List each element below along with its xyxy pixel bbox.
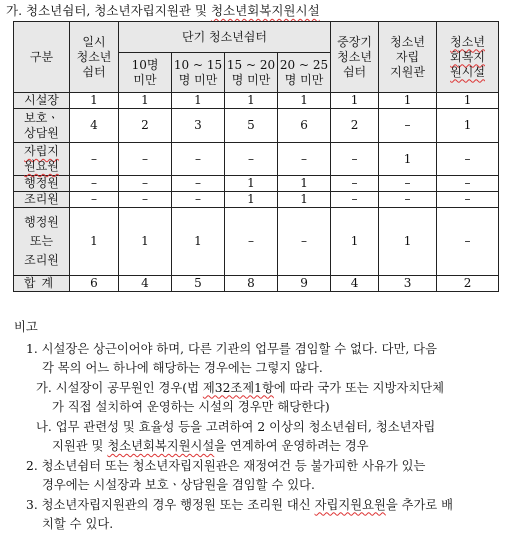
table-cell: 8 xyxy=(225,276,278,292)
note-1-na-cont: 지원관 및 청소년회복지원시설을 연계하여 운영하려는 경우 xyxy=(52,439,369,453)
note-1-cont: 각 목의 어느 하나에 해당하는 경우에는 그렇지 않다. xyxy=(42,361,323,375)
row-label: 보호ㆍ 상담원 xyxy=(14,109,70,143)
table-row xyxy=(14,176,499,192)
table-cell: 5 xyxy=(172,276,225,292)
note-1: 1. 시설장은 상근이어야 하며, 다른 기관의 업무를 겸임할 수 없다. 다만, 다음 xyxy=(26,341,437,356)
row-label: 시설장 xyxy=(14,93,70,109)
table-cell: 1 xyxy=(278,93,331,109)
table-cell: – xyxy=(225,208,278,276)
table-cell: – xyxy=(225,143,278,176)
table-cell: 4 xyxy=(331,276,379,292)
subheader-10to15: 10 ~ 15 명 미만 xyxy=(172,53,225,93)
row-label: 행정원 xyxy=(14,176,70,192)
note-1-ga: 가. 시설장이 공무원인 경우(법 제32조제1항에 따라 국가 또는 지방자치단체 xyxy=(36,380,444,395)
table-cell: – xyxy=(437,208,499,276)
table-cell: 1 xyxy=(437,93,499,109)
table-cell: – xyxy=(437,176,499,192)
row-label: 합계 xyxy=(14,276,70,292)
remarks-section xyxy=(14,318,500,535)
table-cell: – xyxy=(278,208,331,276)
table-cell: 1 xyxy=(331,93,379,109)
table-cell: 1 xyxy=(278,176,331,192)
table-cell: 6 xyxy=(278,109,331,143)
table-cell: – xyxy=(379,192,437,208)
table-row xyxy=(14,192,499,208)
subheader-under10: 10명 미만 xyxy=(119,53,172,93)
title-prefix: 가. 청소년쉼터, 청소년자립지원관 및 xyxy=(6,3,211,18)
table-cell: – xyxy=(331,192,379,208)
note-1-na: 나. 업무 관련성 및 효율성 등을 고려하여 2 이상의 청소년쉼터, 청소년자립 xyxy=(36,419,436,434)
table-cell: 1 xyxy=(172,93,225,109)
table-cell: 2 xyxy=(437,276,499,292)
table-row xyxy=(14,93,499,109)
table-row-total xyxy=(14,276,499,292)
note-3: 3. 청소년자립지원관의 경우 행정원 또는 조리원 대신 자립지원요원을 추가로 배 xyxy=(26,497,454,512)
table-cell: – xyxy=(70,176,119,192)
table-cell: – xyxy=(331,143,379,176)
facility-staff-table xyxy=(13,21,499,292)
header-recovery-facility: 청소년 회복지 원시설 xyxy=(437,22,499,93)
table-cell: 2 xyxy=(331,109,379,143)
table-cell: – xyxy=(70,143,119,176)
row-label: 행정원 또는 조리원 xyxy=(14,208,70,276)
table-cell: – xyxy=(70,192,119,208)
table-row xyxy=(14,109,499,143)
table-cell: – xyxy=(331,176,379,192)
table-cell: – xyxy=(379,109,437,143)
subheader-15to20: 15 ~ 20 명 미만 xyxy=(225,53,278,93)
table-cell: 1 xyxy=(172,208,225,276)
table-cell: 1 xyxy=(278,192,331,208)
table-row xyxy=(14,208,499,276)
table-cell: – xyxy=(119,143,172,176)
table-cell: – xyxy=(119,176,172,192)
table-cell: 1 xyxy=(119,93,172,109)
table-cell: 1 xyxy=(119,208,172,276)
note-3-cont: 치할 수 있다. xyxy=(42,517,114,531)
table-cell: 1 xyxy=(225,176,278,192)
header-mid-shelter: 중장기 청소년 쉼터 xyxy=(331,22,379,93)
table-cell: 1 xyxy=(331,208,379,276)
note-1-ga-cont: 가 직접 설치하여 운영하는 시설의 경우만 해당한다) xyxy=(52,400,330,414)
table-cell: – xyxy=(437,192,499,208)
table-cell: 2 xyxy=(119,109,172,143)
table-row xyxy=(14,143,499,176)
section-title xyxy=(6,3,320,19)
table-cell: – xyxy=(172,192,225,208)
table-cell: 5 xyxy=(225,109,278,143)
title-underlined: 청소년회복지원시설 xyxy=(210,3,320,18)
table-cell: 1 xyxy=(70,208,119,276)
table-cell: 3 xyxy=(379,276,437,292)
table-cell: – xyxy=(379,176,437,192)
table-cell: 3 xyxy=(172,109,225,143)
table-cell: – xyxy=(278,143,331,176)
header-short-shelter: 단기 청소년쉼터 xyxy=(119,22,331,53)
remarks-heading: 비고 xyxy=(14,320,38,334)
table-cell: 1 xyxy=(379,143,437,176)
note-2-cont: 경우에는 시설장과 보호ㆍ상담원을 겸임할 수 있다. xyxy=(42,478,315,492)
table-cell: – xyxy=(172,176,225,192)
table-cell: 9 xyxy=(278,276,331,292)
header-independence-center: 청소년 자립 지원관 xyxy=(379,22,437,93)
subheader-20to25: 20 ~ 25 명 미만 xyxy=(278,53,331,93)
header-category: 구분 xyxy=(14,22,70,93)
table-cell: 1 xyxy=(70,93,119,109)
table-cell: 6 xyxy=(70,276,119,292)
table-cell: – xyxy=(437,143,499,176)
table-cell: 1 xyxy=(437,109,499,143)
row-label: 조리원 xyxy=(14,192,70,208)
table-cell: 1 xyxy=(379,208,437,276)
table-cell: 4 xyxy=(119,276,172,292)
table-cell: 4 xyxy=(70,109,119,143)
row-label: 자립지 원요원 xyxy=(14,143,70,176)
table-cell: 1 xyxy=(225,192,278,208)
table-cell: – xyxy=(172,143,225,176)
note-2: 2. 청소년쉼터 또는 청소년자립지원관은 재정여건 등 불가피한 사유가 있는 xyxy=(26,458,426,473)
table-cell: 1 xyxy=(379,93,437,109)
table-cell: – xyxy=(119,192,172,208)
header-temp-shelter: 일시 청소년 쉼터 xyxy=(70,22,119,93)
table-cell: 1 xyxy=(225,93,278,109)
